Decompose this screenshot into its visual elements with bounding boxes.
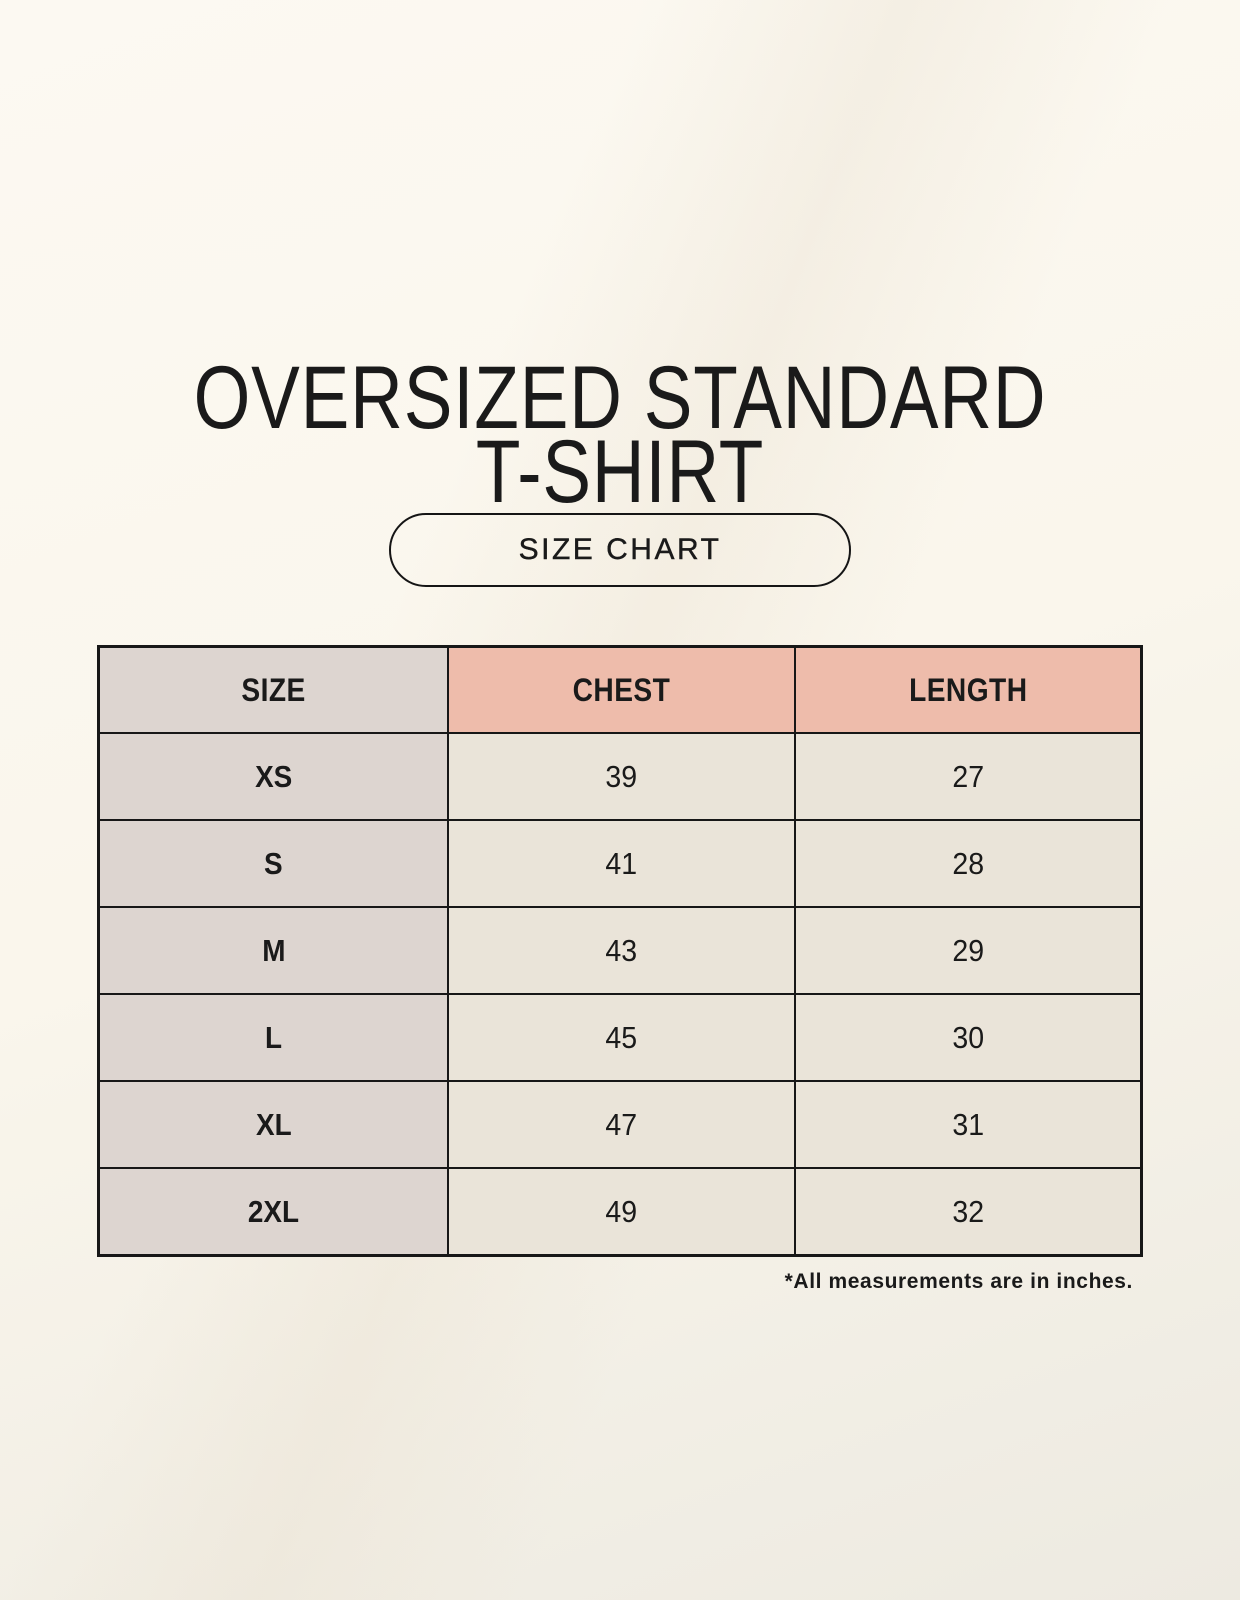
chest-value-cell: 43: [448, 907, 795, 994]
size-label-cell: XL: [99, 1081, 448, 1168]
size-label-cell: XS: [99, 733, 448, 820]
size-chart-badge-label: SIZE CHART: [518, 533, 722, 566]
size-label-cell: S: [99, 820, 448, 907]
length-value-cell: 28: [795, 820, 1142, 907]
length-value-cell: 31: [795, 1081, 1142, 1168]
size-label-cell: 2XL: [99, 1168, 448, 1256]
page-title: [0, 346, 1240, 522]
measurements-footnote: *All measurements are in inches.: [784, 1270, 1133, 1293]
page-title-line2: T-SHIRT: [475, 421, 765, 522]
length-value-cell: 30: [795, 994, 1142, 1081]
length-value-cell: 32: [795, 1168, 1142, 1256]
length-value-cell: 29: [795, 907, 1142, 994]
size-label-cell: M: [99, 907, 448, 994]
size-label-cell: L: [99, 994, 448, 1081]
size-chart-badge[interactable]: [389, 513, 851, 587]
table-row-2xl: [99, 1168, 1142, 1256]
page-title-line1: OVERSIZED STANDARD: [193, 346, 1047, 447]
table-row-s: [99, 820, 1142, 907]
chest-value-cell: 47: [448, 1081, 795, 1168]
table-header-row: [99, 647, 1142, 734]
chest-value-cell: 39: [448, 733, 795, 820]
table-row-xl: [99, 1081, 1142, 1168]
col-header-length: LENGTH: [795, 647, 1142, 734]
size-chart-table: [97, 645, 1143, 1257]
chest-value-cell: 41: [448, 820, 795, 907]
chest-value-cell: 45: [448, 994, 795, 1081]
col-header-size: SIZE: [99, 647, 448, 734]
table-row-xs: [99, 733, 1142, 820]
col-header-chest: CHEST: [448, 647, 795, 734]
chest-value-cell: 49: [448, 1168, 795, 1256]
size-chart-table-container: [97, 645, 1143, 1294]
table-row-l: [99, 994, 1142, 1081]
table-row-m: [99, 907, 1142, 994]
length-value-cell: 27: [795, 733, 1142, 820]
